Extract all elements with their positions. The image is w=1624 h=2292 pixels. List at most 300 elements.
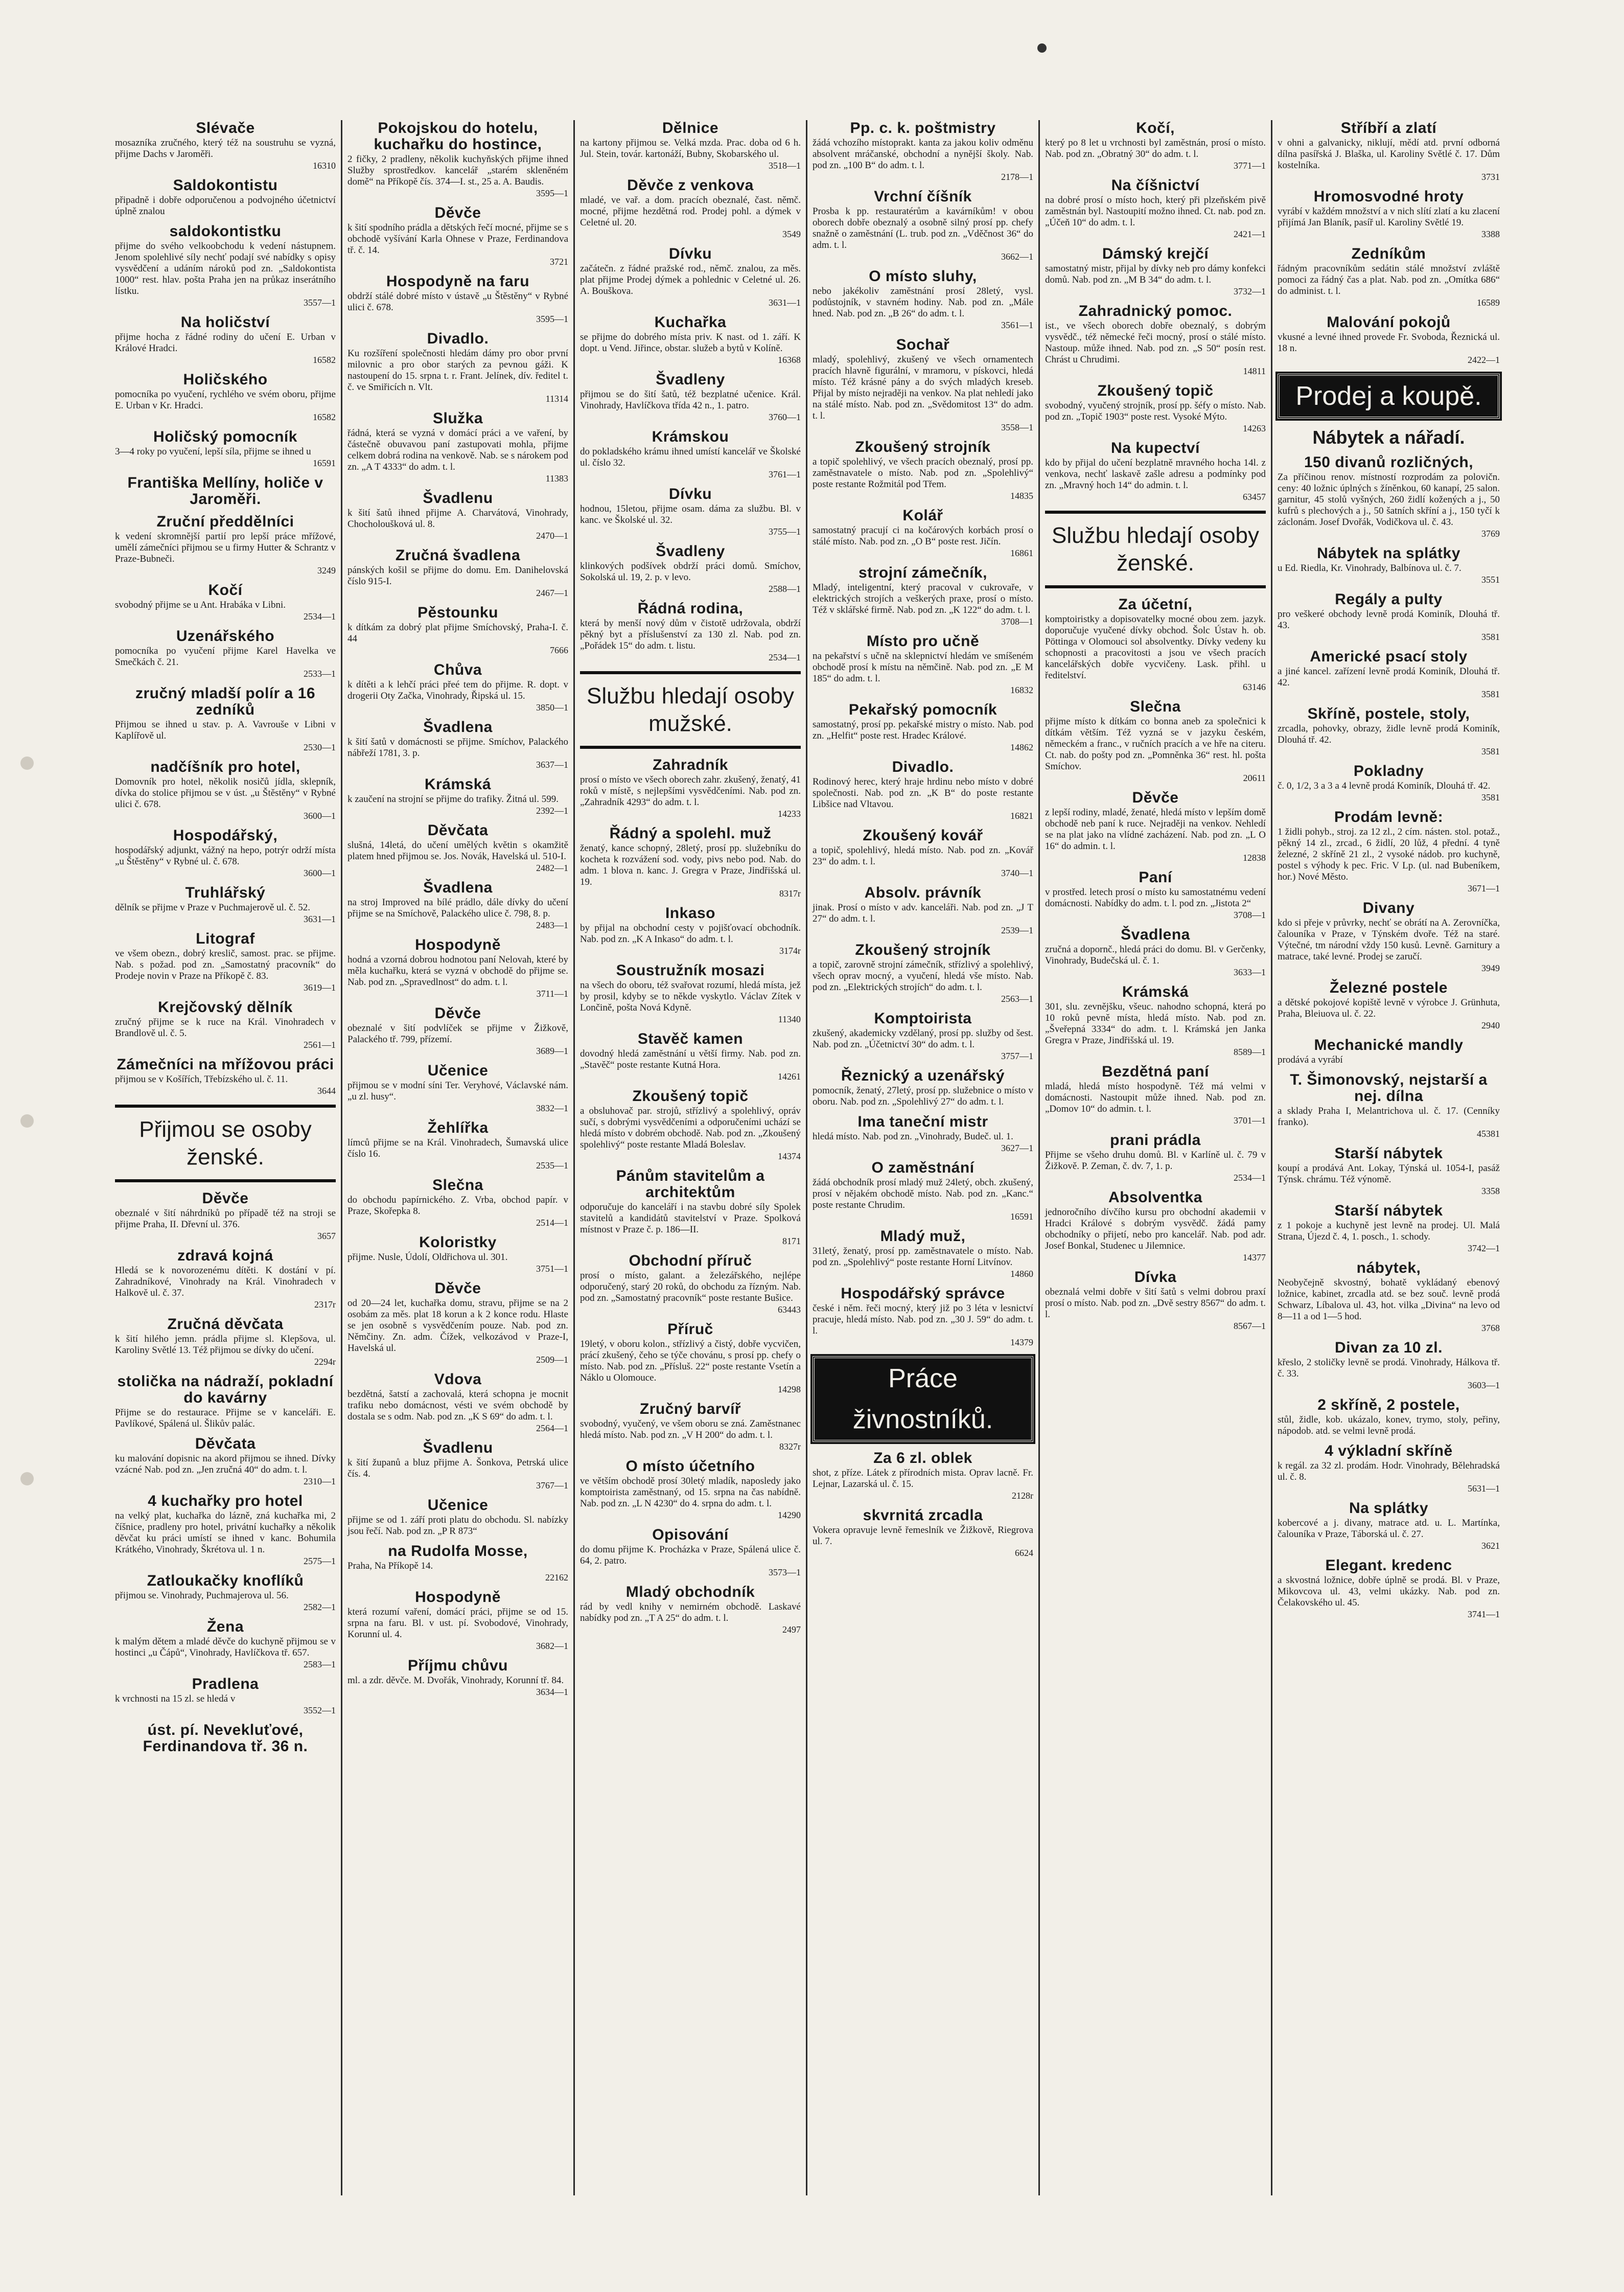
ad-title: Zkoušený topič [1097, 382, 1214, 399]
ad-code: 16582 [313, 412, 336, 422]
ad-code: 3634—1 [536, 1687, 568, 1697]
ad-body: k šití hilého jemn. prádla přijme sl. Klepšova, ul. Karoliny Světlé 13. Též přijmou se dívky do učení. [115, 1334, 336, 1356]
ad-body: řádná, která se vyzná v domácí práci a ve vaření, by částečně obuvavou paní zastupovati mohla, přijme celkem dobrá rodina na venkově. Nab. se s nárokem pod zn. „A T 4333“ do adm. t. l. [347, 428, 568, 472]
classified-ad [1045, 699, 1266, 784]
ad-body: Přijmou se ihned u stav. p. A. Vavrouše v Libni v Kaplířově ul. [115, 719, 336, 741]
ad-title: Dívku [668, 486, 712, 502]
ad-code: 3388 [1481, 229, 1500, 239]
classified-ad [813, 633, 1033, 696]
classified-ad [115, 685, 336, 753]
ad-title: Zámečníci na mřížovou práci [117, 1056, 334, 1073]
binding-hole [20, 757, 34, 770]
ad-code: 2294r [314, 1357, 336, 1367]
classified-ad [580, 429, 801, 480]
ad-title: Elegant. kredenc [1325, 1557, 1452, 1574]
ad-title: 2 skříně, 2 postele, [1317, 1396, 1460, 1413]
ad-title: Dívku [668, 245, 712, 262]
ad-body: samostatný, prosí pp. pekařské mistry o místo. Nab. pod zn. „Helfit“ poste rest. Hradec Králové. [813, 719, 1033, 741]
ad-title: Zručná švadlena [395, 547, 521, 564]
classified-ad [813, 1507, 1033, 1558]
ad-code: 8567—1 [1234, 1321, 1266, 1331]
ad-title: Zkoušený strojník [855, 439, 991, 455]
ad-code: 2128r [1012, 1491, 1033, 1501]
ad-title: Divany [1362, 900, 1415, 916]
ad-body: a obsluhovač par. strojů, střízlivý a spolehlivý, opráv sučí, s dobrými vysvědčeními a odporučeními uchází se hledá místo v dobrém obchodě. Nab. pod zn. „Zkoušený spolehlivý“ poste restante Mladá Boleslav. [580, 1106, 801, 1150]
ad-title: Hospodářský, [173, 827, 278, 844]
ad-body: na velký plat, kuchařka do lázně, zná kuchařka mi, 2 číšnice, pradleny pro hotel, privátní kuchařky a několik děvčat ku práci umístí se ihned v kanc. Bohumila Krátkého, Vinohrady, Škrétova ul. 1 n. [115, 1510, 336, 1555]
ad-title: Bezdětná paní [1102, 1063, 1209, 1080]
ad-code: 16591 [1010, 1211, 1033, 1222]
ad-body: se přijme do dobrého místa priv. K nast. od 1. září. K dopt. u Vend. Jiřince, obstar. služeb a bytů v Kolíně. [580, 332, 801, 354]
ad-body: zrcadla, pohovky, obrazy, židle levně prodá Kominík, Dlouhá tř. 42. [1278, 723, 1500, 745]
classified-ad [813, 439, 1033, 501]
binding-hole [20, 1472, 34, 1485]
classified-ad [115, 475, 336, 508]
classified-ad [347, 1063, 568, 1114]
classified-ad [347, 1120, 568, 1171]
classified-ad [347, 273, 568, 325]
classified-ad [1045, 1064, 1266, 1126]
ad-body: do pokladského krámu ihned umístí kancelář ve Školské ul. číslo 32. [580, 446, 801, 468]
ad-body: k šití šatů ihned přijme A. Charvátová, Vinohrady, Chocholoušková ul. 8. [347, 508, 568, 530]
ad-title: Zedníkům [1351, 245, 1426, 262]
ad-title: Pokladny [1353, 763, 1424, 780]
column-1 [110, 120, 342, 2195]
classified-ad [1278, 246, 1500, 308]
ad-title: Obchodní příruč [629, 1252, 752, 1269]
ad-code: 3721 [550, 257, 568, 267]
ad-code: 11383 [545, 473, 568, 484]
ad-body: Za příčinou renov. místností rozprodám za polovičn. ceny: 40 ložnic úplných s žíněnkou, 60 kanapí, 25 salon. garnitur, 45 stolů vyšných, 260 židlí kožených a j., 50 kufrů s plechových a j., 50 šatních skříní a j., 150 tyčí k záclonám. Josef Dvořák, Vodičkova ul. č. 43. [1278, 472, 1500, 528]
classified-ad [813, 942, 1033, 1004]
ad-code: 3595—1 [536, 314, 568, 324]
ad-body: žádá vchozího místoprakt. kanta za jakou koliv odměnu absolvent mráčanské, obchodní a nynější školy. Nab. pod zn. „100 B“ do adm. t. l. [813, 137, 1033, 171]
ad-body: samostatný pracují ci na kočárových korbách prosí o stálé místo. Nab. pod zn. „O B“ poste rest. Jičín. [813, 525, 1033, 547]
classified-ad [813, 189, 1033, 262]
ad-code: 14835 [1010, 491, 1033, 501]
ad-title: Hospodyně na faru [386, 273, 530, 290]
ad-title: Kolář [902, 507, 943, 524]
ad-code: 3249 [317, 565, 336, 576]
classified-ad [1278, 1397, 1500, 1437]
ad-code: 3600—1 [304, 811, 336, 821]
ad-title: Vrchní číšník [874, 188, 972, 205]
ad-title: 150 divanů rozličných, [1304, 454, 1474, 471]
ad-title: Starší nábytek [1334, 1202, 1443, 1219]
classified-ad [347, 605, 568, 656]
ad-code: 14290 [778, 1510, 801, 1520]
classified-ad [1278, 649, 1500, 700]
ad-body: Domovník pro hotel, několik nosičů jídla, sklepník, dívka do stolice přijmou se v úst. „u Štěstěny“ v Rybné ulici č. 678. [115, 776, 336, 810]
classified-ad [347, 1440, 568, 1491]
classified-ad [580, 1031, 801, 1082]
classified-ad [115, 223, 336, 308]
classified-ad [813, 1160, 1033, 1222]
classified-ad [115, 1619, 336, 1670]
ad-body: 301, slu. zevnějšku, všeuc. nahodno schopná, která po 10 roků pevně místa, hledá místo. Nab. pod zn. „Šveřepná 3334“ do adm. t. l. Krámská jen Janka Gregra v Praze, Jindřišská ul. 19. [1045, 1001, 1266, 1046]
ad-body: mladá, hledá místo hospodyně. Též má velmi v domácnosti. Nastoupit může ihned. Nab. pod zn. „Domov 10“ do admin. t. l. [1045, 1081, 1266, 1114]
ad-title: Inkaso [665, 905, 716, 922]
ad-title: Děvčata [427, 822, 489, 839]
ad-body: na stroj Improved na bílé prádlo, dále dívky do učení přijme se na Smíchově, Palackého ulice č. 798, 8. p. [347, 897, 568, 919]
classified-ad [1278, 1037, 1500, 1066]
classified-ad [115, 628, 336, 679]
classified-ad [347, 410, 568, 484]
ad-body: pomocník, ženatý, 27letý, prosí pp. služebnice o místo v oboru. Nab. pod zn. „Spolehlivý 27“ do adm. t. l. [813, 1085, 1033, 1107]
classified-ad [1278, 1203, 1500, 1254]
ad-title: nábytek, [1356, 1259, 1421, 1276]
ad-title: Mechanické mandly [1314, 1037, 1464, 1053]
classified-ad [580, 1168, 801, 1247]
ad-title: Zkoušený strojník [855, 942, 991, 958]
ad-body: mladý, spolehlivý, zkušený ve všech ornamentech pracích hlavně figurální, v mramoru, v pískovci, hledá místo. Též krásné pány a do svých mladých kreseb. Přijal by místo nejraději na venkov. Na plat nehledí jako na stálé místo. Nab. pod zn. „Svědomitost 13“ do adm. t. l. [813, 354, 1033, 421]
ad-title: Učenice [427, 1062, 489, 1079]
classified-ad [115, 177, 336, 217]
ad-code: 3631—1 [769, 297, 801, 308]
classified-ad [347, 662, 568, 713]
ad-title: Krejčovský dělník [158, 999, 293, 1016]
ad-body: Praha, Na Příkopě 14. [347, 1561, 433, 1571]
ad-code: 6624 [1015, 1548, 1033, 1558]
classified-ad [580, 246, 801, 308]
ad-body: 1 židli pohyb., stroj. za 12 zl., 2 cím. násten. stol. potaž., pěkný 14 zl., zrcad., 6 židlí, 20 lůž, 4 přední. 4 tyně železné, 2 skříně 21 zl., 2 vysoké nádob. pro kuchyně, postel s výhody k pec. Fric. V Lp. (ul. nad Bubeníkem, hor.) Nové Město. [1278, 827, 1500, 882]
ad-body: k šití šatů v domácnosti se přijme. Smíchov, Palackého nábřeží 1781, 3. p. [347, 737, 568, 759]
ad-code: 3581 [1481, 689, 1500, 699]
classified-ad [1278, 189, 1500, 240]
ad-title: Děvče [434, 1005, 481, 1022]
ad-title: Pěstounku [417, 604, 498, 621]
classified-ad [115, 999, 336, 1050]
ad-body: k vedení skromnější partií pro lepší práce mřížové, umělí zámečníci přijmou se u firmy Hutter & Schrantz v Praze-Bubneči. [115, 531, 336, 564]
ad-body: přijme hocha z řádné rodiny do učení E. Urban v Králové Hradci. [115, 332, 336, 354]
ad-title: Vdova [434, 1371, 482, 1388]
ad-title: Za účetní, [1118, 596, 1193, 613]
classified-ad [580, 177, 801, 240]
ad-code: 14862 [1010, 742, 1033, 752]
ad-title: Regály a pulty [1335, 591, 1443, 608]
ad-body: ist., ve všech oborech dobře obeznalý, s dobrým vysvědč., též německé řeči mocný, prosí o stálé místo. Nastoup. může ihned. Nab. pod zn. „S 50“ posín rest. Chrást u Chrudimi. [1045, 320, 1266, 365]
ad-code: 3627—1 [1001, 1143, 1033, 1153]
classified-ad [813, 828, 1033, 879]
ad-code: 3771—1 [1234, 161, 1266, 171]
ad-code: 3711—1 [536, 989, 568, 999]
ad-title: Řádný a spolehl. muž [609, 825, 772, 842]
classified-ad [1045, 984, 1266, 1058]
classified-ad [580, 1527, 801, 1578]
classified-ad [347, 120, 568, 199]
ad-title: Malování pokojů [1327, 314, 1451, 331]
ad-body: dělník se přijme v Praze v Puchmajerově ul. č. 52. [115, 902, 311, 913]
classified-ad [580, 314, 801, 365]
ad-code: 22162 [545, 1572, 568, 1583]
classified-ad [1045, 303, 1266, 377]
ad-body: z lepší rodiny, mladé, ženaté, hledá místo v lepším domě obchodě neb paní k ruce. Nejraději na venkov. Nehledí se na plat jako na vlídné zacházení. Nab. pod zn. „L O 16“ do admin. t. l. [1045, 807, 1266, 852]
classified-ad [1278, 980, 1500, 1031]
ad-code: 7666 [550, 645, 568, 655]
ad-body: ml. a zdr. děvče. M. Dvořák, Vinohrady, Korunní tř. 84. [347, 1675, 564, 1686]
ad-body: ve všem obezn., dobrý kreslič, samost. prac. se přijme. Nab. s požad. pod zn. „Samostatný pracovník“ do Prodeje novin v Praze na Příkopě č. 83. [115, 948, 336, 981]
classified-ad [1278, 1260, 1500, 1334]
ad-code: 3174r [779, 946, 801, 956]
ad-code: 14298 [778, 1384, 801, 1394]
ad-title: Skříně, postele, stoly, [1307, 705, 1470, 722]
ad-title: Hospodyně [415, 1589, 501, 1606]
ad-code: 3708—1 [1234, 910, 1266, 920]
ad-body: č. 0, 1/2, 3 a 3 a 4 levně prodá Kominík, Dlouhá tř. 42. [1278, 781, 1491, 791]
ad-title: Dělnice [662, 120, 719, 136]
column-3 [575, 120, 807, 2195]
ad-body: koupí a prodává Ant. Lokay, Týnská ul. 1054-I, pasáž Týnsk. chrámu. Též výnomě. [1278, 1163, 1500, 1185]
ad-code: 16821 [1010, 811, 1033, 821]
ad-code: 3850—1 [536, 702, 568, 713]
ad-body: by přijal na obchodní cesty v pojišťovací obchodník. Nab. pod zn. „K A Inkaso“ do adm. t. l. [580, 923, 801, 945]
ad-code: 2310—1 [304, 1476, 336, 1486]
ad-body: vkusné a levné ihned provede Fr. Svoboda, Řeznická ul. 18 n. [1278, 332, 1500, 354]
ad-code: 2470—1 [536, 531, 568, 541]
ad-code: 3832—1 [536, 1103, 568, 1113]
ad-body: rád by vedl knihy v nemirném obchodě. Laskavé nabídky pod zn. „T A 25“ do adm. t. l. [580, 1601, 801, 1623]
ad-title: Zručná děvčata [167, 1316, 284, 1333]
classified-ad [347, 1658, 568, 1698]
ad-body: Přijme se do restaurace. Přijme se v kanceláři. E. Pavlíkové, Spálená ul. Šlikův palác. [115, 1407, 336, 1429]
ad-title: Krámská [1122, 983, 1189, 1000]
classified-ad [115, 372, 336, 423]
classified-ad [115, 429, 336, 469]
ad-title: Zkoušený kovář [863, 827, 983, 844]
ad-code: 3631—1 [304, 914, 336, 924]
ad-title: Na kupectví [1111, 440, 1200, 456]
ad-code: 3358 [1481, 1186, 1500, 1196]
ad-body: připadně i dobře odporučenou a podvojného účetnictví úplně znalou [115, 195, 336, 217]
ad-title: Hospodyně [415, 936, 501, 953]
classified-ad [813, 885, 1033, 936]
ad-title: Holičský pomocník [153, 428, 297, 445]
ad-body: Prosba k pp. restauratérům a kavárníkům! v obou oborech dobře obeznalý a osobně silný prosí pp. chefy snažně o zaměstnání (L. trub. pod zn. „Vděčnost 36“ do adm. t. l. [813, 206, 1033, 250]
classified-ad [1045, 597, 1266, 693]
classified-ad [115, 1676, 336, 1716]
ad-body: ženatý, kance schopný, 28letý, prosí pp. služebníku do kocheta k rozvážení sod. vody, pivs nebo pod. Nab. do adm. 1 blova n. kanc. J. Gregra v Praze, Jindřišská ul. 19. [580, 843, 801, 887]
ad-code: 3621 [1481, 1541, 1500, 1551]
ad-code: 3671—1 [1468, 883, 1500, 893]
ad-body: křeslo, 2 stoličky levně se prodá. Vinohrady, Hálkova tř. č. 33. [1278, 1357, 1500, 1379]
ad-title: Slečna [1130, 698, 1181, 715]
ad-title: Hospodářský správce [841, 1285, 1005, 1302]
ad-title: Řeznický a uzenářský [841, 1067, 1005, 1084]
classified-ad [1278, 809, 1500, 894]
ad-title: Zručný barvíř [639, 1401, 741, 1417]
ad-code: 2563—1 [1001, 994, 1033, 1004]
ad-body: přijmou se. Vinohrady, Puchmajerova ul. 56. [115, 1590, 289, 1601]
classified-ad [813, 1011, 1033, 1062]
ad-body: v ohni a galvanicky, niklují, mědí atd. první odborná dílna pasířská J. Blaška, ul. Karoliny Světlé č. 17. Dům kostelníka. [1278, 137, 1500, 171]
ad-code: 2392—1 [536, 806, 568, 816]
ad-title: Divan za 10 zl. [1335, 1339, 1443, 1356]
classified-ad [1278, 1557, 1500, 1620]
ad-title: Učenice [427, 1497, 489, 1514]
ad-body: 3—4 roky po vyučení, lepší síla, přijme se ihned u [115, 446, 311, 457]
classified-ad [580, 486, 801, 537]
ad-body: hledá místo. Nab. pod zn. „Vinohrady, Budeč. ul. 1. [813, 1131, 1013, 1142]
ad-title: Za 6 zl. oblek [873, 1450, 972, 1466]
ad-code: 16368 [778, 355, 801, 365]
ad-code: 14860 [1010, 1269, 1033, 1279]
ad-body: který po 8 let u vrchnosti byl zaměstnán, prosí o místo. Nab. pod zn. „Obratný 30“ do adm. t. l. [1045, 137, 1266, 159]
classified-ad [1045, 383, 1266, 434]
ad-body: k malým dětem a mladé děvče do kuchyně přijmou se v hostinci „u Čápů“, Vinohrady, Havlíčkova tř. 657. [115, 1636, 336, 1658]
classified-ad [347, 1543, 568, 1583]
ad-body: zkušený, akademicky vzdělaný, prosí pp. služby od šest. Nab. pod zn. „Účetnictví 30“ do adm. t. l. [813, 1028, 1033, 1050]
ad-body: k dítkám za dobrý plat přijme Smíchovský, Praha-I. č. 44 [347, 622, 568, 644]
ad-code: 2533—1 [304, 669, 336, 679]
ad-title: Slévače [196, 120, 255, 136]
ad-title: Americké psací stoly [1310, 648, 1468, 665]
classified-ad [580, 1088, 801, 1162]
ad-body: přijmou se do šití šatů, též bezplatné učenice. Král. Vinohrady, Havlíčkova třída 42 n., 1. patro. [580, 389, 801, 411]
classified-ad [115, 120, 336, 171]
ad-code: 5631—1 [1468, 1483, 1500, 1494]
ad-title: Prodám levně: [1334, 809, 1444, 826]
ad-code: 3741—1 [1468, 1609, 1500, 1619]
ad-title: Na splátky [1349, 1500, 1429, 1517]
ad-body: Mladý, inteligentní, který pracoval v cukrovaře, v elektrických strojích a veškerých praxe, prosí o místo. Též v sklářské firmě. Nab. pod zn. „K 122“ do adm. t. l. [813, 582, 1033, 615]
ad-body: odporučuje do kanceláří i na stavbu dobré síly Spolek stavitelů a kandidátů stavitelství v Praze. Spolková místnost v Praze č. p. 186—II. [580, 1202, 801, 1235]
ad-body: z 1 pokoje a kuchyně jest levně na prodej. Ul. Malá Strana, Újezd č. 4, 1. posch., 1. schody. [1278, 1220, 1500, 1242]
classified-ad [1045, 927, 1266, 978]
ad-code: 14811 [1243, 366, 1266, 376]
ad-title: T. Šimonovský, nejstarší a nej. dílna [1290, 1071, 1488, 1105]
ad-title: Děvče [434, 204, 481, 221]
ad-body: a topič spolehlivý, ve všech pracích obeznalý, prosí pp. zaměstnavatele o místo. Nab. pod zn. „Spolehlivý“ poste restante Rožmitál pod Třem. [813, 456, 1033, 490]
ad-code: 3557—1 [304, 297, 336, 308]
ad-body: 19letý, v oboru kolon., střízlivý a čistý, dobře vycvičen, prácí zkušený, čeho se týče chovánu, s prosí pp. chefy o místo. Nab. pod zn. „Přísluš. 22“ poste restante Vsetín a Náklo u Olomouce. [580, 1339, 801, 1383]
classified-ad [813, 759, 1033, 821]
ad-body: nebo jakékoliv zaměstnání prosí 28letý, vysl. podůstojník, v stavném hodiny. Nab. pod zn. „Mále hned. Nab. pod zn. „B 26“ do adm. t. l. [813, 286, 1033, 319]
ad-body: bezdětná, šatstí a zachovalá, která schopna je mocnit trafiku nebo domácnost, vésti ve svém obchodě by dostala se s odm. Nab. pod zn. „K S 69“ do adm. t. l. [347, 1389, 568, 1422]
ad-title: Švadlena [423, 719, 493, 736]
ad-title: Na číšnictví [1111, 177, 1200, 194]
classified-ad [347, 205, 568, 267]
ad-body: samostatný mistr, přijal by dívky neb pro dámy konfekci domů. Nab. pod zn. „M B 34“ do adm. t. l. [1045, 263, 1266, 285]
ad-code: 3732—1 [1234, 286, 1266, 296]
ad-code: 12838 [1243, 853, 1266, 863]
classified-ad [580, 1321, 801, 1395]
ad-code: 14377 [1243, 1252, 1266, 1263]
classified-ad [813, 337, 1033, 433]
ad-title: prani prádla [1110, 1132, 1201, 1149]
ad-title: Švadleny [656, 543, 725, 560]
classified-ad [1045, 1269, 1266, 1332]
ad-code: 16832 [1010, 685, 1033, 695]
ad-code: 2530—1 [304, 742, 336, 752]
ad-title: Pánům stavitelům a architektům [616, 1167, 765, 1201]
ad-code: 2467—1 [536, 588, 568, 598]
classified-ad [1045, 869, 1266, 921]
ad-title: Absolv. právník [864, 884, 982, 901]
ad-title: Zahradnický pomoc. [1078, 303, 1233, 319]
ad-body: zručná a dopornč., hledá práci do domu. Bl. v Gerčenky, Vinohrady, Budečská ul. č. 1. [1045, 944, 1266, 966]
ad-title: Švadlenu [423, 490, 493, 507]
ad-title: O místo účetního [625, 1458, 755, 1475]
ad-title: Pokojskou do hotelu, kuchařku do hostince, [374, 120, 542, 153]
ad-body: kdo si přeje v průvrky, nechť se obrátí na A. Zerovníčka, čalouníka v Praze, v Týnském dvoře. Též na staré. Výtečné, tm národní vždy 150 kusů. Levně. Garnitury a matrace, také levné. Prodej se zaručí. [1278, 918, 1500, 962]
ad-body: na dobré prosí o místo hoch, který při plzeňském pivě zaměstnán byl. Nastoupití možno ihned. Ct. nab. pod zn. „Účeň 10“ do adm. t. l. [1045, 195, 1266, 228]
ad-title: Nábytek na splátky [1317, 545, 1460, 562]
binding-hole [20, 1114, 34, 1128]
ad-title: Děvče [202, 1190, 249, 1207]
ad-title: Chůva [433, 661, 482, 678]
ad-code: 3708—1 [1001, 616, 1033, 627]
classified-ad [1045, 790, 1266, 863]
ad-title: Stavěč kamen [637, 1030, 744, 1047]
ad-code: 2482—1 [536, 863, 568, 873]
classified-ad [1278, 706, 1500, 757]
classified-ad [115, 314, 336, 365]
ad-body: k šití spodního prádla a dětských řečí mocné, přijme se s obchodě vyšívání Karla Ohnese v Praze, Ferdinandova tř. č. 14. [347, 222, 568, 256]
ad-code: 3644 [317, 1086, 336, 1096]
ad-code: 63457 [1243, 492, 1266, 502]
classified-ad [580, 601, 801, 663]
classified-ad [115, 1190, 336, 1242]
ad-body: řádným pracovníkům sedátin stálé množství zvláště pomoci za řádný čas a plat. Nab. pod zn. „Omítka 686“ do administ. t. l. [1278, 263, 1500, 296]
ad-body: přijme do svého velkoobchodu k vedení nástupnem. Jenom spolehlivé síly nechť podají své nabídky s opisy vysvědčení a udáním nároků pod zn. „Saldokontista 1000“ rest. hlav. pošta Praha jen na průkaz inserátního lístku. [115, 241, 336, 296]
classified-ad [580, 826, 801, 899]
ad-code: 3751—1 [536, 1264, 568, 1274]
ad-code: 14263 [1243, 423, 1266, 433]
ad-code: 3600—1 [304, 868, 336, 878]
classified-ad [580, 1401, 801, 1452]
ad-body: v prostřed. letech prosí o místo ku samostatnému vedení domácnosti. Nabídky do adm. t. l. pod zn. „Jistota 2“ [1045, 887, 1266, 909]
section-heading: Službu hledají osoby ženské. [1045, 511, 1266, 588]
classified-ad [813, 120, 1033, 182]
ad-title: Divadlo. [892, 759, 954, 775]
classified-ad [1278, 900, 1500, 974]
column-4 [807, 120, 1040, 2195]
column-5 [1040, 120, 1272, 2195]
ad-title: Kočí, [1136, 120, 1175, 136]
classified-ad [347, 547, 568, 599]
ad-title: nadčíšník pro hotel, [150, 759, 300, 775]
classified-ad [347, 776, 568, 816]
ad-title: Krámskou [652, 428, 729, 445]
ad-code: 3633—1 [1234, 967, 1266, 977]
ad-title: Holičského [183, 371, 268, 388]
classified-ad [115, 514, 336, 576]
ad-title: Truhlářský [185, 884, 266, 901]
ad-title: Žena [206, 1618, 244, 1635]
classified-ad [813, 508, 1033, 559]
classified-ad [1278, 1072, 1500, 1139]
ad-title: Příjmu chůvu [407, 1657, 508, 1674]
classified-ad [813, 565, 1033, 627]
ad-body: Ku rozšíření společnosti hledám dámy pro obor první milovnic a pro obor starých za pevnou gáži. K nastoupení do 15. srpna t. r. Frant. Jelínek, dív. ředitel t. č. ve Smiřicích n. Vlt. [347, 348, 568, 393]
classified-ad [1045, 1132, 1266, 1183]
ad-body: jednoročního dívčího kursu pro obchodní akademii v Hradci Králové s dobrým vysvědč. žádá pamy obchodníky o přijetí, nebo pro kancelář. Nab. pod adr. Josef Bonkal, Studenec u Jilemnice. [1045, 1207, 1266, 1251]
classified-ad [580, 905, 801, 956]
classified-ad [1278, 763, 1500, 803]
ad-title: na Rudolfa Mosse, [388, 1543, 528, 1560]
classified-ad [347, 490, 568, 541]
ad-code: 2178—1 [1001, 172, 1033, 182]
ad-code: 3595—1 [536, 188, 568, 198]
ad-title: Děvče z venkova [627, 177, 754, 194]
ad-title: Koloristky [419, 1234, 497, 1251]
ad-body: zručný přijme se k ruce na Král. Vinohradech v Brandlově ul. č. 5. [115, 1017, 336, 1039]
ad-code: 2564—1 [536, 1423, 568, 1433]
classified-ad [813, 702, 1033, 753]
ad-code: 14261 [778, 1071, 801, 1082]
classified-ad [1278, 454, 1500, 539]
ad-body: ve větším obchodě prosí 30letý mladík, naposledy jako komptoirista zaměstnaný, od 15. srpna na čas nabídně. Nab. pod zn. „L N 4230“ do 4. srpna do adm. t. l. [580, 1476, 801, 1509]
